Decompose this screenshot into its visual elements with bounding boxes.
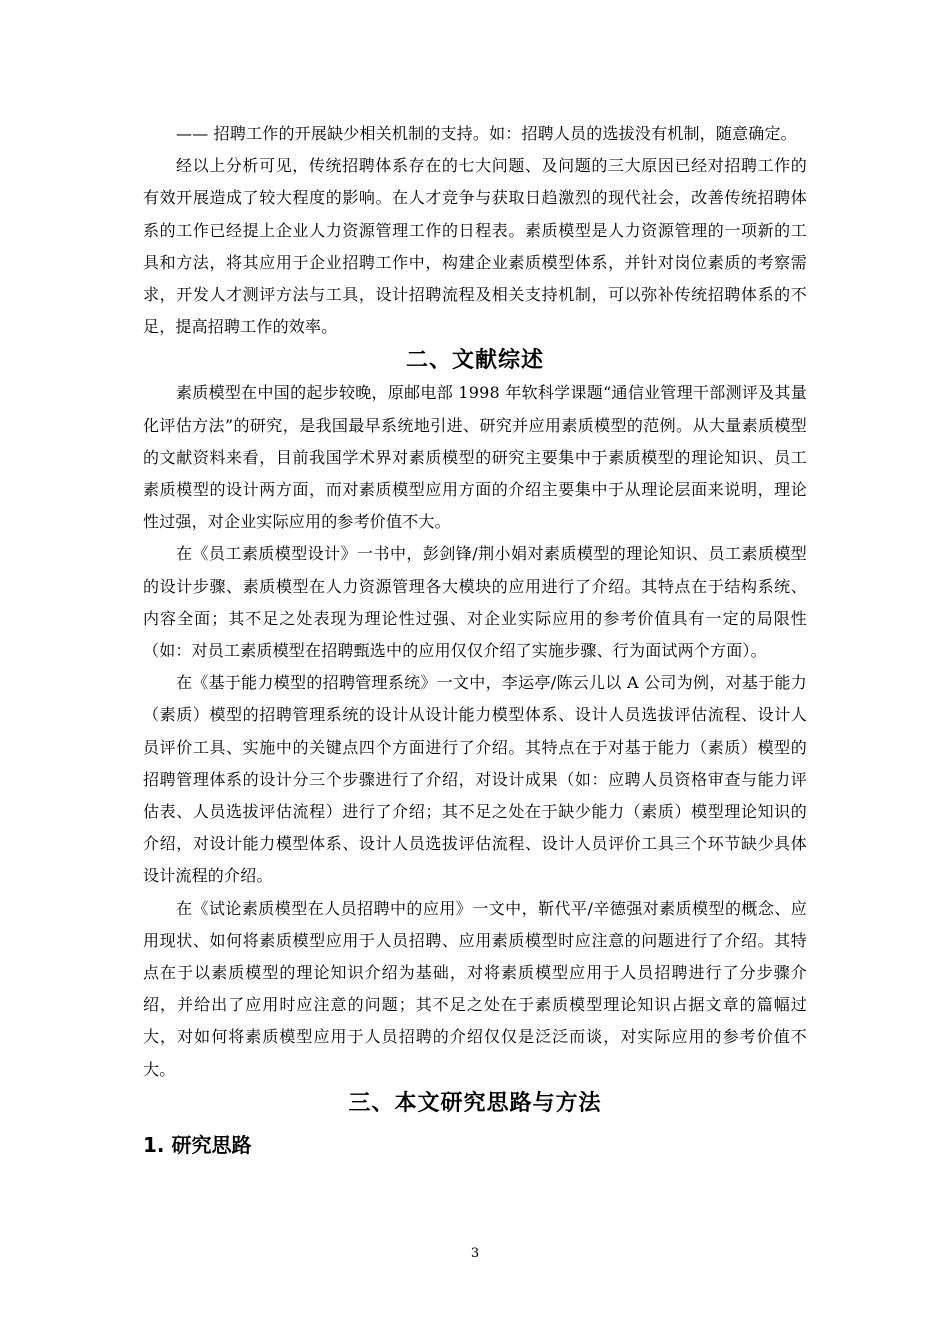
- analysis-paragraph: 经以上分析可见，传统招聘体系存在的七大问题、及问题的三大原因已经对招聘工作的有效开展造成了较大程度的影响。在人才竞争与获取日趋激烈的现代社会，改善传统招聘体系的工作已经提上企业人力资源管理工作的日程表。素质模型是人力资源管理的一项新的工具和方法，将其应用于企业招聘工作中，构建企业素质模型体系，并针对岗位素质的考察需求，开发人才测评方法与工具，设计招聘流程及相关支持机制，可以弥补传统招聘体系的不足，提高招聘工作的效率。: [143, 156, 807, 337]
- section-heading-research-approach: 三、本文研究思路与方法: [348, 1090, 602, 1116]
- section-heading-literature-review: 二、文献综述: [405, 348, 544, 374]
- subsection-heading-research-idea: 1. 研究思路: [143, 1132, 252, 1157]
- bullet-paragraph: —— 招聘工作的开展缺少相关机制的支持。如：招聘人员的选拔没有机制，随意确定。: [176, 124, 797, 143]
- literature-paragraph-1: 素质模型在中国的起步较晚，原邮电部 1998 年软科学课题“通信业管理干部测评及其量化评估方法”的研究，是我国最早系统地引进、研究并应用素质模型的范例。从大量素质模型的文献资料来看，目前我国学术界对素质模型的研究主要集中于素质模型的理论知识、员工素质模型的设计两方面，而对素质模型应用方面的介绍主要集中于从理论层面来说明，理论性过强，对企业实际应用的参考价值不大。: [143, 383, 807, 532]
- literature-paragraph-4: 在《试论素质模型在人员招聘中的应用》一文中，靳代平/辛德强对素质模型的概念、应用现状、如何将素质模型应用于人员招聘、应用素质模型时应注意的问题进行了介绍。其特点在于以素质模型的理论知识介绍为基础，对将素质模型应用于人员招聘进行了分步骤介绍，并给出了应用时应注意的问题；其不足之处在于素质模型理论知识占据文章的篇幅过大，对如何将素质模型应用于人员招聘的介绍仅仅是泛泛而谈，对实际应用的参考价值不大。: [143, 898, 807, 1079]
- literature-paragraph-2: 在《员工素质模型设计》一书中，彭剑锋/荆小娟对素质模型的理论知识、员工素质模型的设计步骤、素质模型在人力资源管理各大模块的应用进行了介绍。其特点在于结构系统、内容全面；其不足之处表现为理论性过强、对企业实际应用的参考价值具有一定的局限性（如：对员工素质模型在招聘甄选中的应用仅仅介绍了实施步骤、行为面试两个方面）。: [143, 544, 807, 661]
- document-body: [143, 118, 807, 1160]
- page-number: 3: [470, 1246, 480, 1261]
- literature-paragraph-3: 在《基于能力模型的招聘管理系统》一文中，李运亭/陈云儿以 A 公司为例，对基于能力（素质）模型的招聘管理系统的设计从设计能力模型体系、设计人员选拔评估流程、设计人员评价工具、实施中的关键点四个方面进行了介绍。其特点在于对基于能力（素质）模型的招聘管理体系的设计分三个步骤进行了介绍，对设计成果（如：应聘人员资格审查与能力评估表、人员选拔评估流程）进行了介绍；其不足之处在于缺少能力（素质）模型理论知识的介绍，对设计能力模型体系、设计人员选拔评估流程、设计人员评价工具三个环节缺少具体设计流程的介绍。: [143, 673, 807, 886]
